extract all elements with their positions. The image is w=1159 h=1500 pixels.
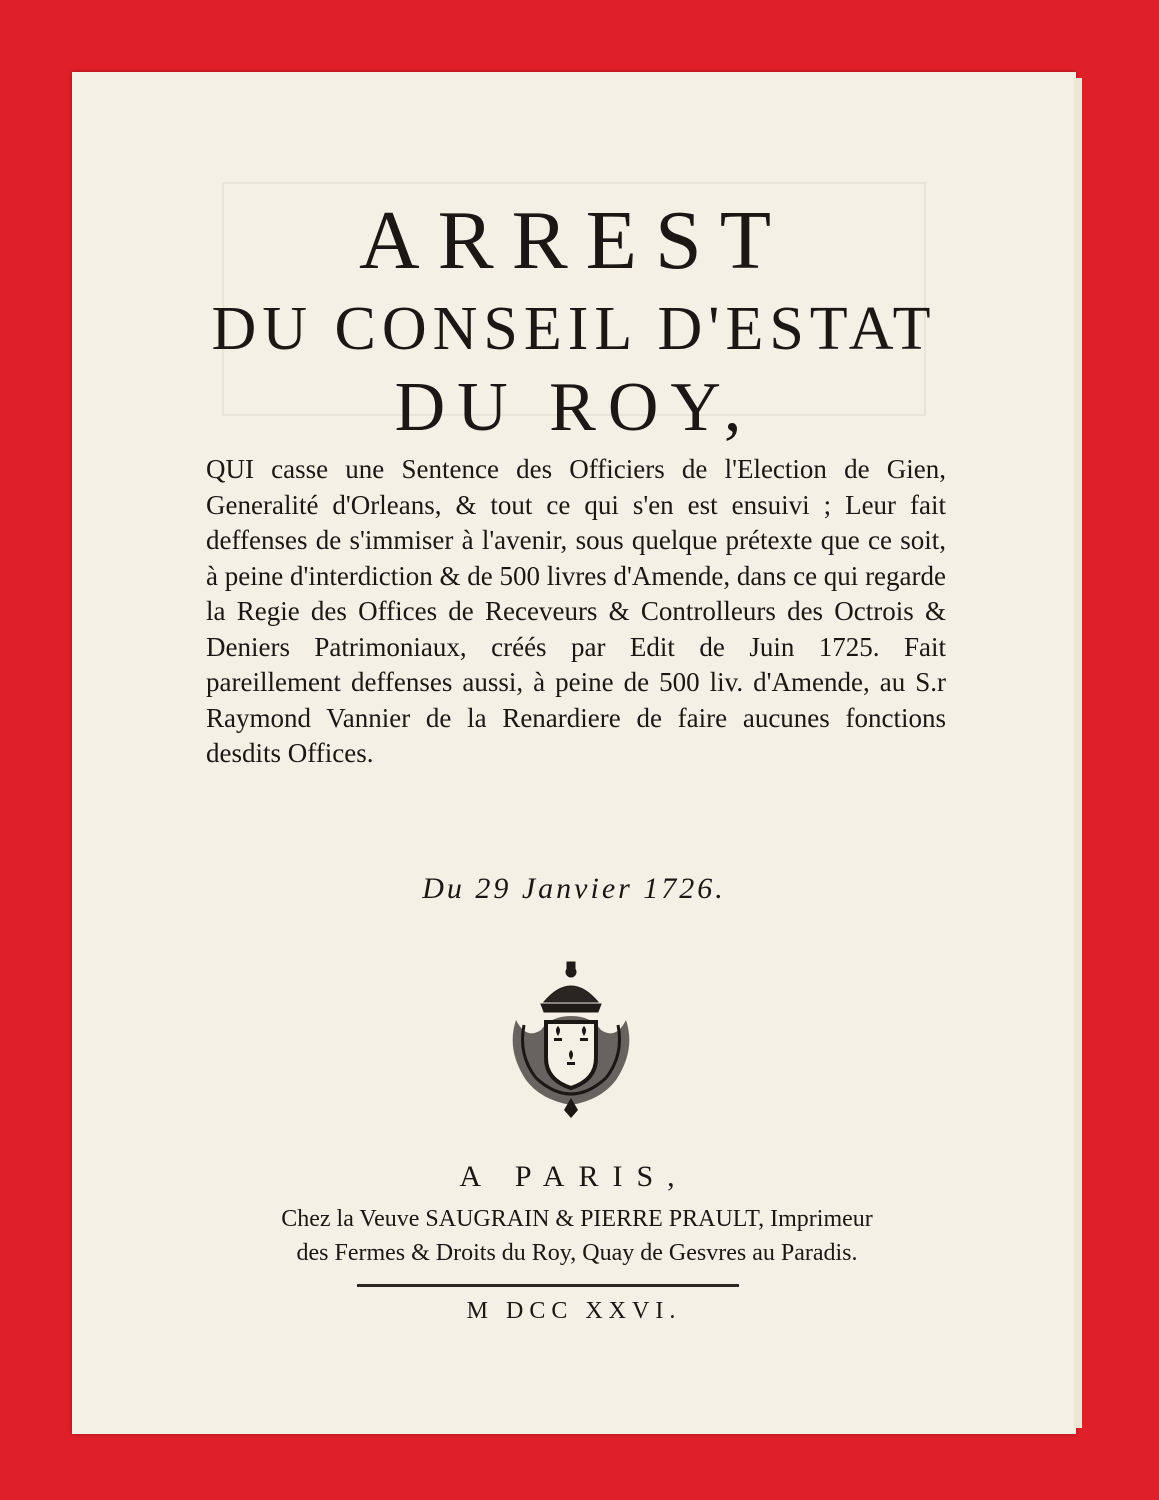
document-page <box>72 72 1076 1434</box>
imprint-year: M DCC XXVI. <box>466 1298 682 1324</box>
document-subtitle-roy: DU ROY, <box>394 369 754 446</box>
document-summary: QUI casse une Sentence des Officiers de l'Election de Gien, Generalité d'Orleans, & tout ce qui s'en est ensuivi ; Leur fait deffenses de s'immiser à l'avenir, sous quelque prétexte que ce soit, à peine d'interdiction & de 500 livres d'Amende, dans ce qui regarde la Regie des Offices de Receveurs & Controlleurs des Octrois & Deniers Patrimoniaux, créés par Edit de Juin 1725. Fait pareillement deffenses aussi, à peine de 500 liv. d'Amende, au S.r Raymond Vannier de la Renardiere de faire aucunes fonctions desdits Offices. <box>206 454 946 768</box>
document-date: Du 29 Janvier 1726. <box>422 872 726 905</box>
royal-coat-of-arms-icon <box>496 960 646 1120</box>
imprint-block <box>202 1202 952 1270</box>
document-subtitle: DU CONSEIL D'ESTAT <box>211 295 937 363</box>
imprint-line-2: des Fermes & Droits du Roy, Quay de Gesvres au Paradis. <box>296 1240 858 1266</box>
document-title: ARREST <box>358 194 790 287</box>
imprint-line-1: Chez la Veuve SAUGRAIN & PIERRE PRAULT, Imprimeur <box>281 1206 873 1232</box>
divider-rule <box>357 1284 739 1287</box>
imprint-place: A PARIS, <box>459 1160 689 1193</box>
